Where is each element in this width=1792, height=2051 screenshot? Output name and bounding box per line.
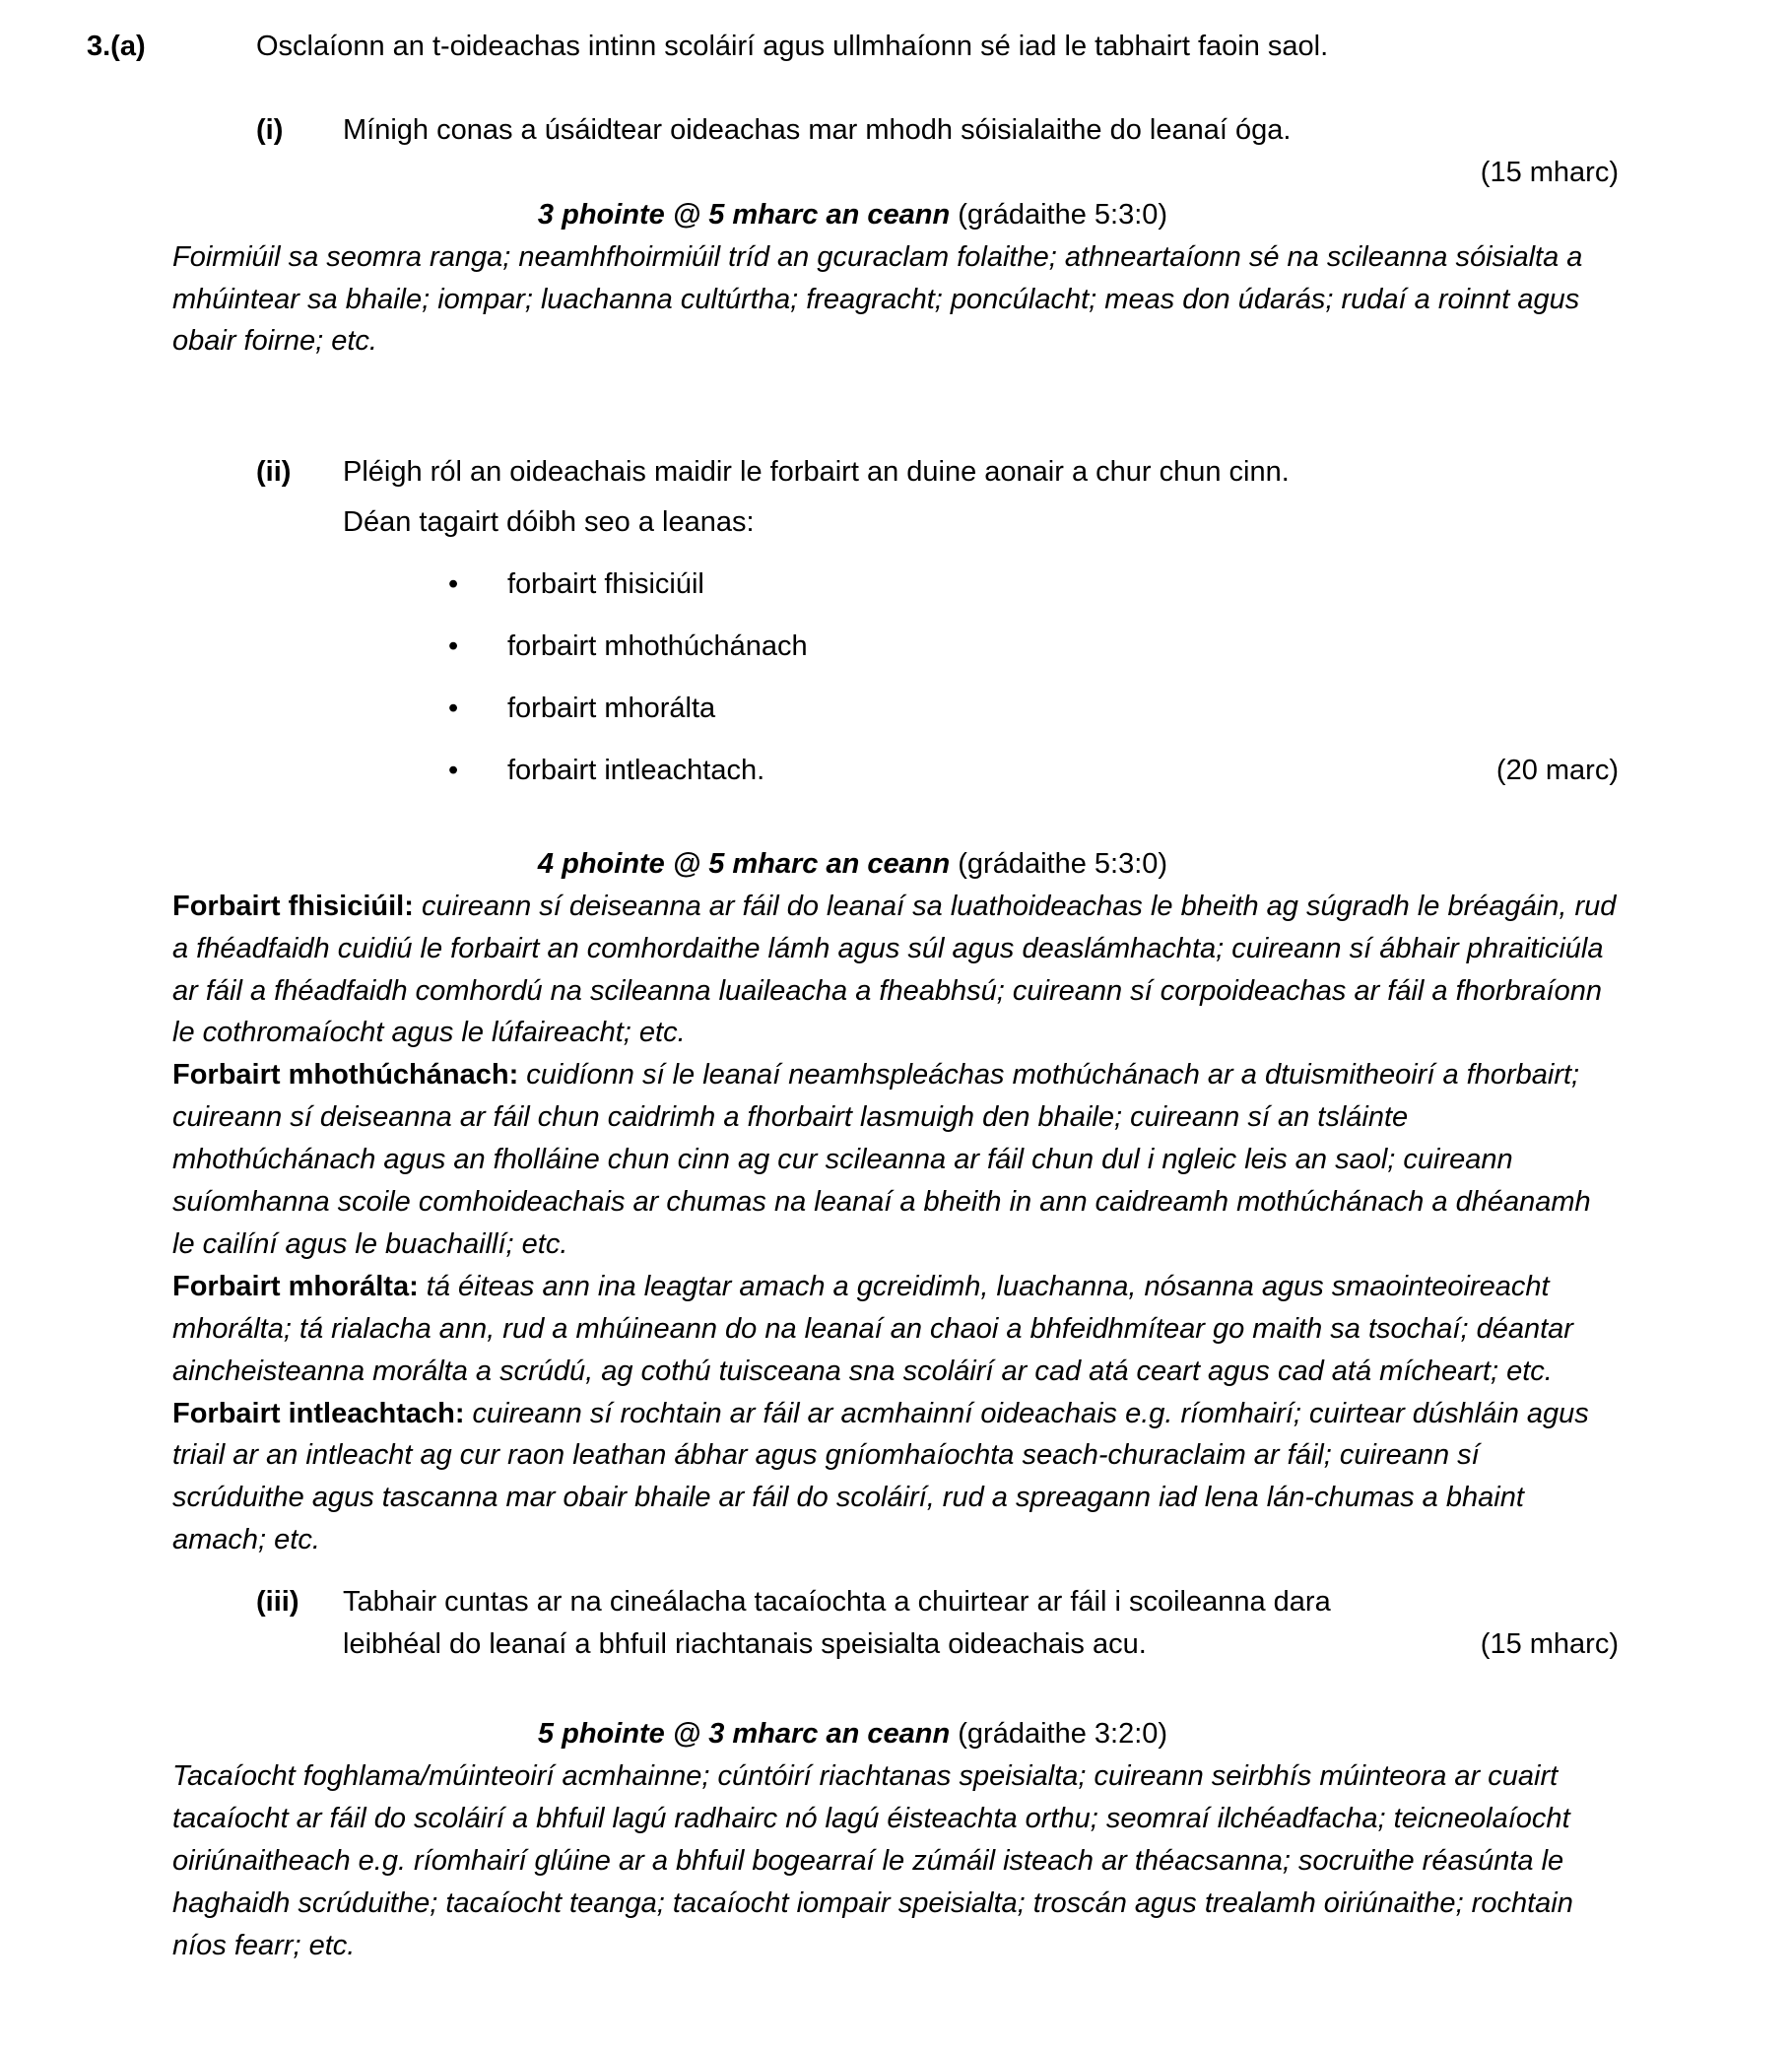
answer-label: Forbairt fhisiciúil:: [172, 890, 414, 922]
part-i-row: [256, 109, 1619, 152]
bullet-item: [448, 563, 1619, 606]
bullet-label: forbairt mhothúchánach: [507, 630, 808, 663]
question-number: 3.(a): [87, 31, 146, 62]
part-iii-answer: Tacaíocht foghlama/múinteoirí acmhainne; cúntóirí riachtanas speisialta; cuireann seirbhís múinteora ar cuairt tacaíocht ar fáil do scoláirí a bhfuil lagú radhairc nó lagú éisteachta orthu; seomraí ilchéadfacha; teicneolaíocht oiriúnaitheach e.g. ríomhairí glúine ar a bhfuil bogearraí le zúmáil isteach ar théacsanna; socruithe réasúnta le haghaidh scrúduithe; tacaíocht teanga; tacaíocht iompair speisialta; troscán agus trealamh oiriúnaithe; rochtain níos fearr; etc.: [172, 1759, 1573, 1961]
part-ii-question: Pléigh ról an oideachais maidir le forbairt an duine aonair a chur chun cinn.: [343, 456, 1290, 489]
part-i-scheme-grading: (grádaithe 5:3:0): [950, 198, 1168, 231]
answer-label: Forbairt mhorálta:: [172, 1270, 419, 1302]
part-i-answer: Foirmiúil sa seomra ranga; neamhfhoirmiúil tríd an gcuraclam folaithe; athneartaíonn sé na scileanna sóisialta a mhúintear sa bhaile; iompar; luachanna cultúrtha; freagracht; poncúlacht; meas don údarás; rudaí a roinnt agus obair foirne; etc.: [172, 240, 1583, 358]
bullet-item: [448, 688, 1619, 730]
question-intro-text: Osclaíonn an t-oideachas intinn scoláirí agus ullmhaíonn sé iad le tabhairt faoin saol.: [256, 31, 1329, 62]
part-ii-scheme-points: 4 phointe @ 5 mharc an ceann: [537, 847, 951, 880]
bullet-icon: •: [448, 754, 459, 786]
part-i-marks: (15 mharc): [1480, 156, 1619, 188]
bullet-list: [87, 563, 1619, 792]
part-ii-sub-intro: Déan tagairt dóibh seo a leanas:: [343, 506, 755, 539]
answer-body: cuidíonn sí le leanaí neamhspleáchas mothúchánach ar a dtuismitheoirí a fhorbairt; cuireann sí deiseanna ar fáil chun caidrimh a fhorbairt lasmuigh den bhaile; cuireann sí an tsláinte mhothúchánach agus an fholláine chun cinn ag cur scileanna ar fáil chun dul i ngleic leis an saol; cuireann suíomhanna scoile comhoideachais ar chumas na leanaí a bheith in ann caidreamh mothúchánach a dhéanamh le cailíní agus le buachaillí; etc.: [172, 1059, 1591, 1260]
answer-label: Forbairt intleachtach:: [172, 1397, 465, 1429]
part-i-label: (i): [256, 113, 284, 146]
part-iii-scheme-points: 5 phointe @ 3 mharc an ceann: [537, 1718, 951, 1750]
answer-body: cuireann sí deiseanna ar fáil do leanaí sa luathoideachas le bheith ag súgradh le bréagáin, rud a fhéadfaidh cuidiú le forbairt an comhordaithe lámh agus súl agus deaslámhachta; cuireann sí ábhair phraiticiúla ar fáil a fhéadfaidh comhordú na scileanna luaileacha a fheabhsú; cuireann sí corpoideachas ar fáil a fhorbraíonn le cothromaíocht agus le lúfaireacht; etc.: [172, 890, 1617, 1049]
part-iii-marks: (15 mharc): [1480, 1628, 1619, 1661]
part-i-scheme: [87, 194, 1619, 236]
part-ii-label: (ii): [256, 456, 292, 489]
part-ii-row: [256, 451, 1619, 494]
bullet-icon: •: [448, 630, 459, 663]
part-i-scheme-points: 3 phointe @ 5 mharc an ceann: [537, 198, 951, 231]
part-iii-scheme: [87, 1713, 1619, 1755]
part-iii-label: (iii): [256, 1586, 299, 1619]
question-header: [87, 26, 1619, 68]
part-iii-question: Tabhair cuntas ar na cineálacha tacaíochta a chuirtear ar fáil i scoileanna dara leibhéal do leanaí a bhfuil riachtanais speisialta oideachais acu.: [343, 1586, 1331, 1661]
bullet-item: [448, 750, 1619, 792]
bullet-icon: •: [448, 692, 459, 724]
part-i-question: Mínigh conas a úsáidtear oideachas mar mhodh sóisialaithe do leanaí óga.: [343, 113, 1292, 146]
answer-forbairt-intleachtach: [172, 1393, 1619, 1562]
answer-body: tá éiteas ann ina leagtar amach a gcreidimh, luachanna, nósanna agus smaointeoireacht mhorálta; tá rialacha ann, rud a mhúineann do na leanaí an chaoi a bhfeidhmítear go maith sa tsochaí; déantar aincheisteanna morálta a scrúdú, ag cothú tuisceana sna scoláirí ar cad atá ceart agus cad atá mícheart; etc.: [172, 1270, 1573, 1387]
bullet-icon: •: [448, 568, 459, 601]
answer-forbairt-fhisiciuil: [172, 886, 1619, 1055]
bullet-label: forbairt mhorálta: [507, 692, 716, 724]
bullet-label: forbairt fhisiciúil: [507, 568, 704, 601]
answer-forbairt-mhoralta: [172, 1266, 1619, 1393]
answer-body: cuireann sí rochtain ar fáil ar acmhainní oideachais e.g. ríomhairí; cuirtear dúshláin agus triail ar an intleacht ag cur raon leathan ábhar agus gníomhaíochta seach-churaclaim ar fáil; cuireann sí scrúduithe agus tascanna mar obair bhaile ar fáil do scoláirí, rud a spreagann iad lena lán-chumas a bhaint amach; etc.: [172, 1397, 1589, 1556]
bullet-label: forbairt intleachtach.: [507, 754, 765, 786]
part-ii-scheme-grading: (grádaithe 5:3:0): [950, 847, 1168, 880]
part-iii-row: [256, 1581, 1619, 1666]
answer-forbairt-mhothuchanach: [172, 1054, 1619, 1266]
part-iii-scheme-grading: (grádaithe 3:2:0): [950, 1718, 1168, 1750]
part-ii-marks: (20 marc): [1495, 754, 1619, 786]
answer-label: Forbairt mhothúchánach:: [172, 1059, 519, 1092]
bullet-item: [448, 626, 1619, 668]
part-ii-scheme: [87, 843, 1619, 886]
